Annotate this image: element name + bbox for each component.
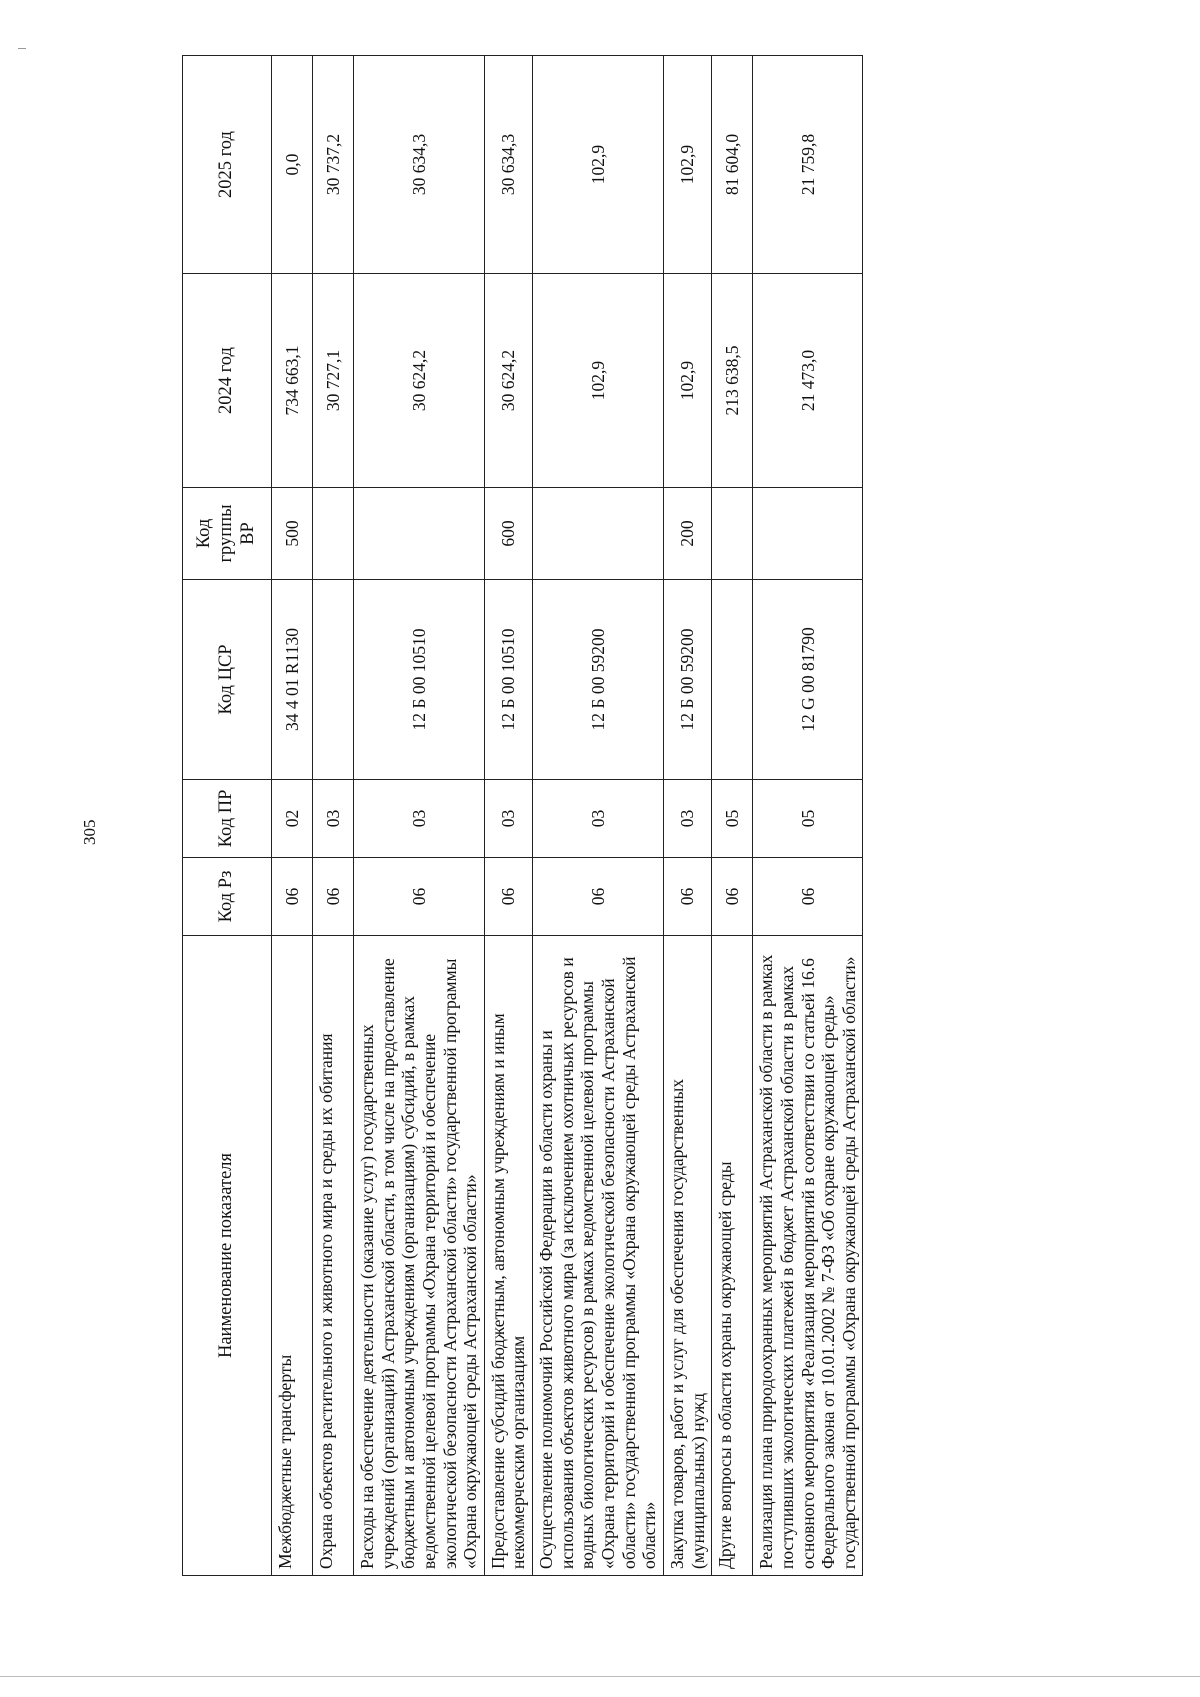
rotated-table-container <box>182 56 1082 1576</box>
cell-2024: 213 638,5 <box>712 274 753 488</box>
cell-vr: 500 <box>272 488 313 580</box>
header-name: Наименование показателя <box>183 936 272 1576</box>
table-row <box>712 56 753 1576</box>
cell-csr: 34 4 01 R1130 <box>272 580 313 780</box>
cell-rz: 06 <box>354 858 485 936</box>
header-2025: 2025 год <box>183 56 272 274</box>
cell-2024: 102,9 <box>533 274 664 488</box>
cell-name: Охрана объектов растительного и животного мира и среды их обитания <box>313 936 354 1576</box>
cell-2024: 30 624,2 <box>354 274 485 488</box>
cell-2024: 21 473,0 <box>753 274 863 488</box>
cell-2024: 30 624,2 <box>484 274 532 488</box>
cell-2024: 102,9 <box>663 274 711 488</box>
table-row <box>313 56 354 1576</box>
cell-name: Реализация плана природоохранных мероприятий Астраханской области в рамках поступивших экологических платежей в бюджет Астраханской области в рамках основного мероприятия «Реализация мероприятий в соответствии со статьей 16.6 Федерального закона от 10.01.2002 № 7-ФЗ «Об охране окружающей среды» государственной программы «Охрана окружающей среды Астраханской области» <box>753 936 863 1576</box>
header-2024: 2024 год <box>183 274 272 488</box>
table-row <box>663 56 711 1576</box>
cell-csr: 12 G 00 81790 <box>753 580 863 780</box>
cell-2025: 30 634,3 <box>484 56 532 274</box>
cell-2025: 0,0 <box>272 56 313 274</box>
cell-rz: 06 <box>753 858 863 936</box>
header-row <box>183 56 272 1576</box>
cell-pr: 03 <box>484 780 532 858</box>
cell-csr: 12 Б 00 59200 <box>663 580 711 780</box>
page-number: 305 <box>80 819 99 845</box>
cell-2025: 102,9 <box>533 56 664 274</box>
cell-name: Предоставление субсидий бюджетным, автономным учреждениям и иным некоммерческим организациям <box>484 936 532 1576</box>
table-row <box>484 56 532 1576</box>
cell-2025: 81 604,0 <box>712 56 753 274</box>
cell-vr <box>753 488 863 580</box>
header-vr: Код группы ВР <box>183 488 272 580</box>
cell-name: Расходы на обеспечение деятельности (оказание услуг) государственных учреждений (организаций) Астраханской области, в том числе на предоставление бюджетным и автономным учреждениям (организациям) субсидий, в рамках ведомственной целевой программы «Охрана территорий и обеспечение экологической безопасности Астраханской области» государственной программы «Охрана окружающей среды Астраханской области» <box>354 936 485 1576</box>
cell-name: Осуществление полномочий Российской Федерации в области охраны и использования объектов животного мира (за исключением охотничьих ресурсов и водных биологических ресурсов) в рамках ведомственной целевой программы «Охрана территорий и обеспечение экологической безопасности Астраханской области» государственной программы «Охрана окружающей среды Астраханской области» <box>533 936 664 1576</box>
cell-pr: 03 <box>663 780 711 858</box>
cell-rz: 06 <box>533 858 664 936</box>
cell-pr: 03 <box>354 780 485 858</box>
cell-2025: 30 634,3 <box>354 56 485 274</box>
cell-vr: 600 <box>484 488 532 580</box>
cell-rz: 06 <box>272 858 313 936</box>
cell-2024: 734 663,1 <box>272 274 313 488</box>
header-rz: Код Рз <box>183 858 272 936</box>
cell-pr: 02 <box>272 780 313 858</box>
cell-vr <box>354 488 485 580</box>
cell-rz: 06 <box>313 858 354 936</box>
cell-pr: 05 <box>753 780 863 858</box>
cell-csr <box>313 580 354 780</box>
cell-2025: 30 737,2 <box>313 56 354 274</box>
cell-rz: 06 <box>712 858 753 936</box>
cell-vr <box>712 488 753 580</box>
cell-pr: 03 <box>313 780 354 858</box>
cell-csr: 12 Б 00 10510 <box>354 580 485 780</box>
cell-csr <box>712 580 753 780</box>
cell-rz: 06 <box>484 858 532 936</box>
table-row <box>753 56 863 1576</box>
cell-vr: 200 <box>663 488 711 580</box>
cell-name: Межбюджетные трансферты <box>272 936 313 1576</box>
cell-2025: 21 759,8 <box>753 56 863 274</box>
cell-csr: 12 Б 00 59200 <box>533 580 664 780</box>
table-row <box>272 56 313 1576</box>
header-pr: Код ПР <box>183 780 272 858</box>
scan-edge-line <box>0 1676 1200 1677</box>
header-csr: Код ЦСР <box>183 580 272 780</box>
table-row <box>533 56 664 1576</box>
cell-2024: 30 727,1 <box>313 274 354 488</box>
cell-name: Другие вопросы в области охраны окружающей среды <box>712 936 753 1576</box>
cell-csr: 12 Б 00 10510 <box>484 580 532 780</box>
cell-name: Закупка товаров, работ и услуг для обеспечения государственных (муниципальных) нужд <box>663 936 711 1576</box>
scan-mark <box>18 48 26 49</box>
cell-pr: 05 <box>712 780 753 858</box>
cell-2025: 102,9 <box>663 56 711 274</box>
cell-pr: 03 <box>533 780 664 858</box>
budget-table <box>182 55 863 1576</box>
cell-vr <box>313 488 354 580</box>
cell-vr <box>533 488 664 580</box>
cell-rz: 06 <box>663 858 711 936</box>
table-row <box>354 56 485 1576</box>
